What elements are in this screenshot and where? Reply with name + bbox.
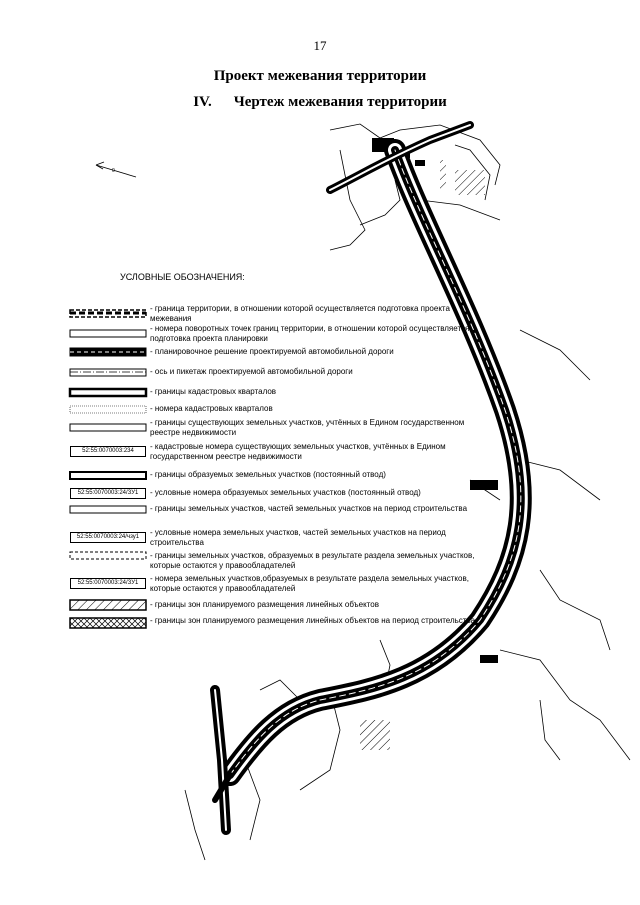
svg-text:0: 0 — [112, 168, 115, 174]
section-numeral: IV. — [193, 94, 212, 110]
page-title: Проект межевания территории — [213, 68, 427, 84]
legend-sample-label: 52:55:0070003:234 — [70, 446, 146, 457]
legend-heading: УСЛОВНЫЕ ОБОЗНАЧЕНИЯ: — [120, 272, 245, 282]
section-title: Чертеж межевания территории — [233, 94, 447, 110]
page-subtitle — [0, 94, 640, 111]
legend-sample-label: 52:55:0070003:24/ЗУ1 — [70, 578, 146, 589]
legend-sample-label: 52:55:0070003:24/ЗУ1 — [70, 488, 146, 499]
page-number: 17 — [313, 38, 327, 53]
legend-sample-label: 52:55:0070003:24/чзу1 — [70, 532, 146, 543]
north-arrow-icon — [96, 162, 136, 177]
